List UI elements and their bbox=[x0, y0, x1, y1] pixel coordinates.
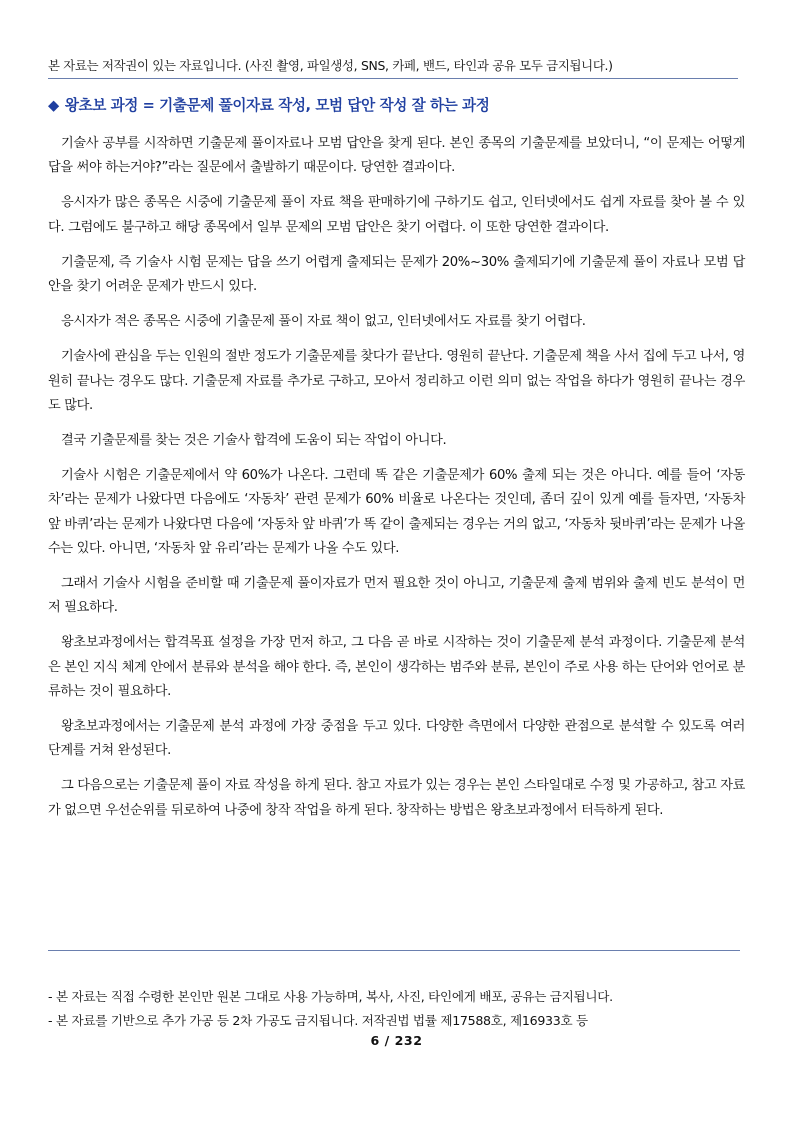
paragraph: 기술사에 관심을 두는 인원의 절반 정도가 기출문제를 찾다가 끝난다. 영원히 끝난다. 기출문제 책을 사서 집에 두고 나서, 영원히 끝나는 경우도 많다. 기출문제 자료를 추가로 구하고, 모아서 정리하고 이런 의미 없는 작업을 하다가 영원히 끝나는 경우도 많다. bbox=[48, 349, 745, 413]
paragraph: 그 다음으로는 기출문제 풀이 자료 작성을 하게 된다. 참고 자료가 있는 경우는 본인 스타일대로 수정 및 가공하고, 참고 자료가 없으면 우선순위를 뒤로하여 나중에 창작 작업을 하게 된다. 창작하는 방법은 왕초보과정에서 터득하게 된다. bbox=[48, 778, 745, 818]
paragraph: 기출문제, 즉 기술사 시험 문제는 답을 쓰기 어렵게 출제되는 문제가 20%~30% 출제되기에 기출문제 풀이 자료나 모범 답안을 찾기 어려운 문제가 반드시 있다. bbox=[48, 254, 745, 295]
footer-note: - 본 자료는 직접 수령한 본인만 원본 그대로 사용 가능하며, 복사, 사진, 타인에게 배포, 공유는 금지됩니다. bbox=[48, 989, 613, 1004]
paragraph: 그래서 기술사 시험을 준비할 때 기출문제 풀이자료가 먼저 필요한 것이 아니고, 기출문제 출제 범위와 출제 빈도 분석이 먼저 필요하다. bbox=[48, 576, 745, 616]
paragraph: 왕초보과정에서는 기출문제 분석 과정에 가장 중점을 두고 있다. 다양한 측면에서 다양한 관점으로 분석할 수 있도록 여러 단계를 거쳐 완성된다. bbox=[48, 719, 745, 759]
diamond-bullet-icon: ◆ bbox=[48, 97, 59, 114]
paragraph: 기술사 공부를 시작하면 기출문제 풀이자료나 모범 답안을 찾게 된다. 본인 종목의 기출문제를 보았더니, “이 문제는 어떻게 답을 써야 하는거야?”라는 질문에서 출발하기 때문이다. 당연한 결과이다. bbox=[48, 136, 745, 176]
copyright-header: 본 자료는 저작권이 있는 자료입니다. (사진 촬영, 파일생성, SNS, 카페, 밴드, 타인과 공유 모두 금지됩니다.) bbox=[48, 58, 738, 79]
footer-notes bbox=[48, 985, 748, 1033]
footer-divider bbox=[48, 950, 740, 951]
section-heading bbox=[48, 96, 748, 116]
paragraph: 기술사 시험은 기출문제에서 약 60%가 나온다. 그런데 똑 같은 기출문제가 60% 출제 되는 것은 아니다. 예를 들어 ‘자동차’라는 문제가 나왔다면 다음에도 ‘자동차’ 관련 문제가 60% 비율로 나온다는 것인데, 좀더 깊이 있게 예를 들자면, ‘자동차 앞 바퀴’라는 문제가 나왔다면 다음에 ‘자동차 앞 바퀴’가 똑 같이 출제되는 경우는 거의 없고, ‘자동차 뒷바퀴’라는 문제가 나올 수는 있다. 아니면, ‘자동차 앞 유리’라는 문제가 나올 수도 있다. bbox=[48, 468, 745, 556]
footer-note: - 본 자료를 기반으로 추가 가공 등 2차 가공도 금지됩니다. 저작권법 법률 제17588호, 제16933호 등 bbox=[48, 1013, 588, 1028]
paragraph: 응시자가 많은 종목은 시중에 기출문제 풀이 자료 책을 판매하기에 구하기도 쉽고, 인터넷에서도 쉽게 자료를 찾아 볼 수 있다. 그럼에도 불구하고 해당 종목에서 일부 문제의 모범 답안은 찾기 어렵다. 이 또한 당연한 결과이다. bbox=[48, 195, 745, 235]
paragraph: 응시자가 적은 종목은 시중에 기출문제 풀이 자료 책이 없고, 인터넷에서도 자료를 찾기 어렵다. bbox=[61, 314, 586, 330]
section-title: 왕초보 과정 = 기출문제 풀이자료 작성, 모범 답안 작성 잘 하는 과정 bbox=[64, 97, 490, 114]
page-number: 6 / 232 bbox=[370, 1033, 423, 1048]
body-text bbox=[48, 132, 745, 834]
paragraph: 왕초보과정에서는 합격목표 설정을 가장 먼저 하고, 그 다음 곧 바로 시작하는 것이 기출문제 분석 과정이다. 기출문제 분석은 본인 지식 체계 안에서 분류와 분석을 해야 한다. 즉, 본인이 생각하는 범주와 분류, 본인이 주로 사용 하는 단어와 언어로 분류하는 것이 필요하다. bbox=[48, 635, 745, 699]
paragraph: 결국 기출문제를 찾는 것은 기술사 합격에 도움이 되는 작업이 아니다. bbox=[61, 433, 447, 449]
